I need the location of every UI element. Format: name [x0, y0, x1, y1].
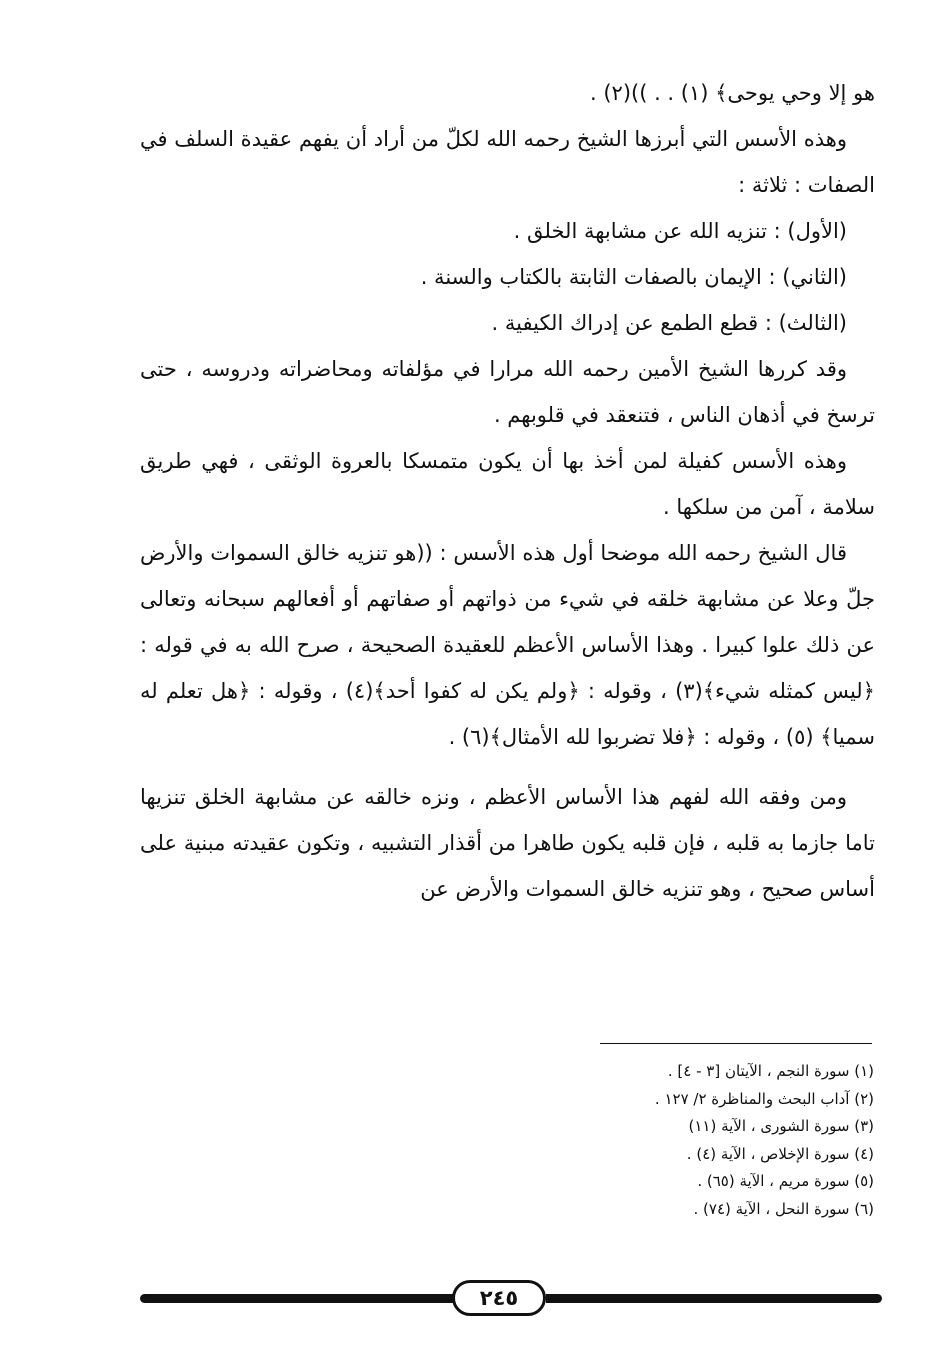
footnote-divider [600, 1043, 872, 1044]
paragraph: ومن وفقه الله لفهم هذا الأساس الأعظم ، ونزه خالقه عن مشابهة الخلق تنزيها تاما جازما به قلبه ، فإن قلبه يكون طاهرا من أقذار التشبيه ، وتكون عقيدته مبنية على أساس صحيح ، وهو تنزيه خالق السموات والأرض عن [140, 785, 875, 901]
paragraph: وهذه الأسس التي أبرزها الشيخ رحمه الله لكلّ من أراد أن يفهم عقيدة السلف في الصفات : ثلاثة : [140, 127, 875, 197]
footnotes [400, 1058, 874, 1223]
continued-line: هو إلا وحي يوحى﴾ (١) . . ))(٢) . [589, 81, 875, 105]
principle-second: (الثاني) : الإيمان بالصفات الثابتة بالكتاب والسنة . [420, 265, 847, 289]
quote-paragraph: قال الشيخ رحمه الله موضحا أول هذه الأسس : ((هو تنزيه خالق السموات والأرض جلّ وعلا عن مشابهة خلقه في شيء من ذواتهم أو صفاتهم أو أفعالهم سبحانه وتعالى عن ذلك علوا كبيرا . وهذا الأساس الأعظم للعقيدة الصحيحة ، صرح الله به في قوله : ﴿ليس كمثله شيء﴾(٣) ، وقوله : ﴿ولم يكن له كفوا أحد﴾(٤) ، وقوله : ﴿هل تعلم له سميا﴾ (٥) ، وقوله : ﴿فلا تضربوا لله الأمثال﴾(٦) . [140, 541, 875, 749]
page-number: ٢٤٥ [452, 1280, 546, 1316]
footnote: (٥) سورة مريم ، الآية (٦٥) . [697, 1172, 874, 1190]
footnote: (١) سورة النجم ، الآيتان [٣ - ٤] . [667, 1062, 874, 1080]
paragraph: وقد كررها الشيخ الأمين رحمه الله مرارا في مؤلفاته ومحاضراته ودروسه ، حتى ترسخ في أذهان الناس ، فتنعقد في قلوبهم . [140, 357, 875, 427]
footnote: (٦) سورة النحل ، الآية (٧٤) . [693, 1199, 874, 1218]
footnote: (٢) آداب البحث والمناظرة ٢/ ١٢٧ . [654, 1089, 874, 1108]
paragraph: وهذه الأسس كفيلة لمن أخذ بها أن يكون متمسكا بالعروة الوثقى ، فهي طريق سلامة ، آمن من سلكها . [140, 449, 875, 519]
main-text [140, 70, 875, 912]
principle-third: (الثالث) : قطع الطمع عن إدراك الكيفية . [491, 311, 847, 335]
principle-first: (الأول) : تنزيه الله عن مشابهة الخلق . [513, 219, 847, 243]
footer-bar-left [140, 1294, 456, 1303]
footer-bar-right [546, 1294, 882, 1303]
footnote: (٤) سورة الإخلاص ، الآية (٤) . [686, 1144, 874, 1163]
footnote: (٣) سورة الشورى ، الآية (١١) [688, 1117, 874, 1135]
